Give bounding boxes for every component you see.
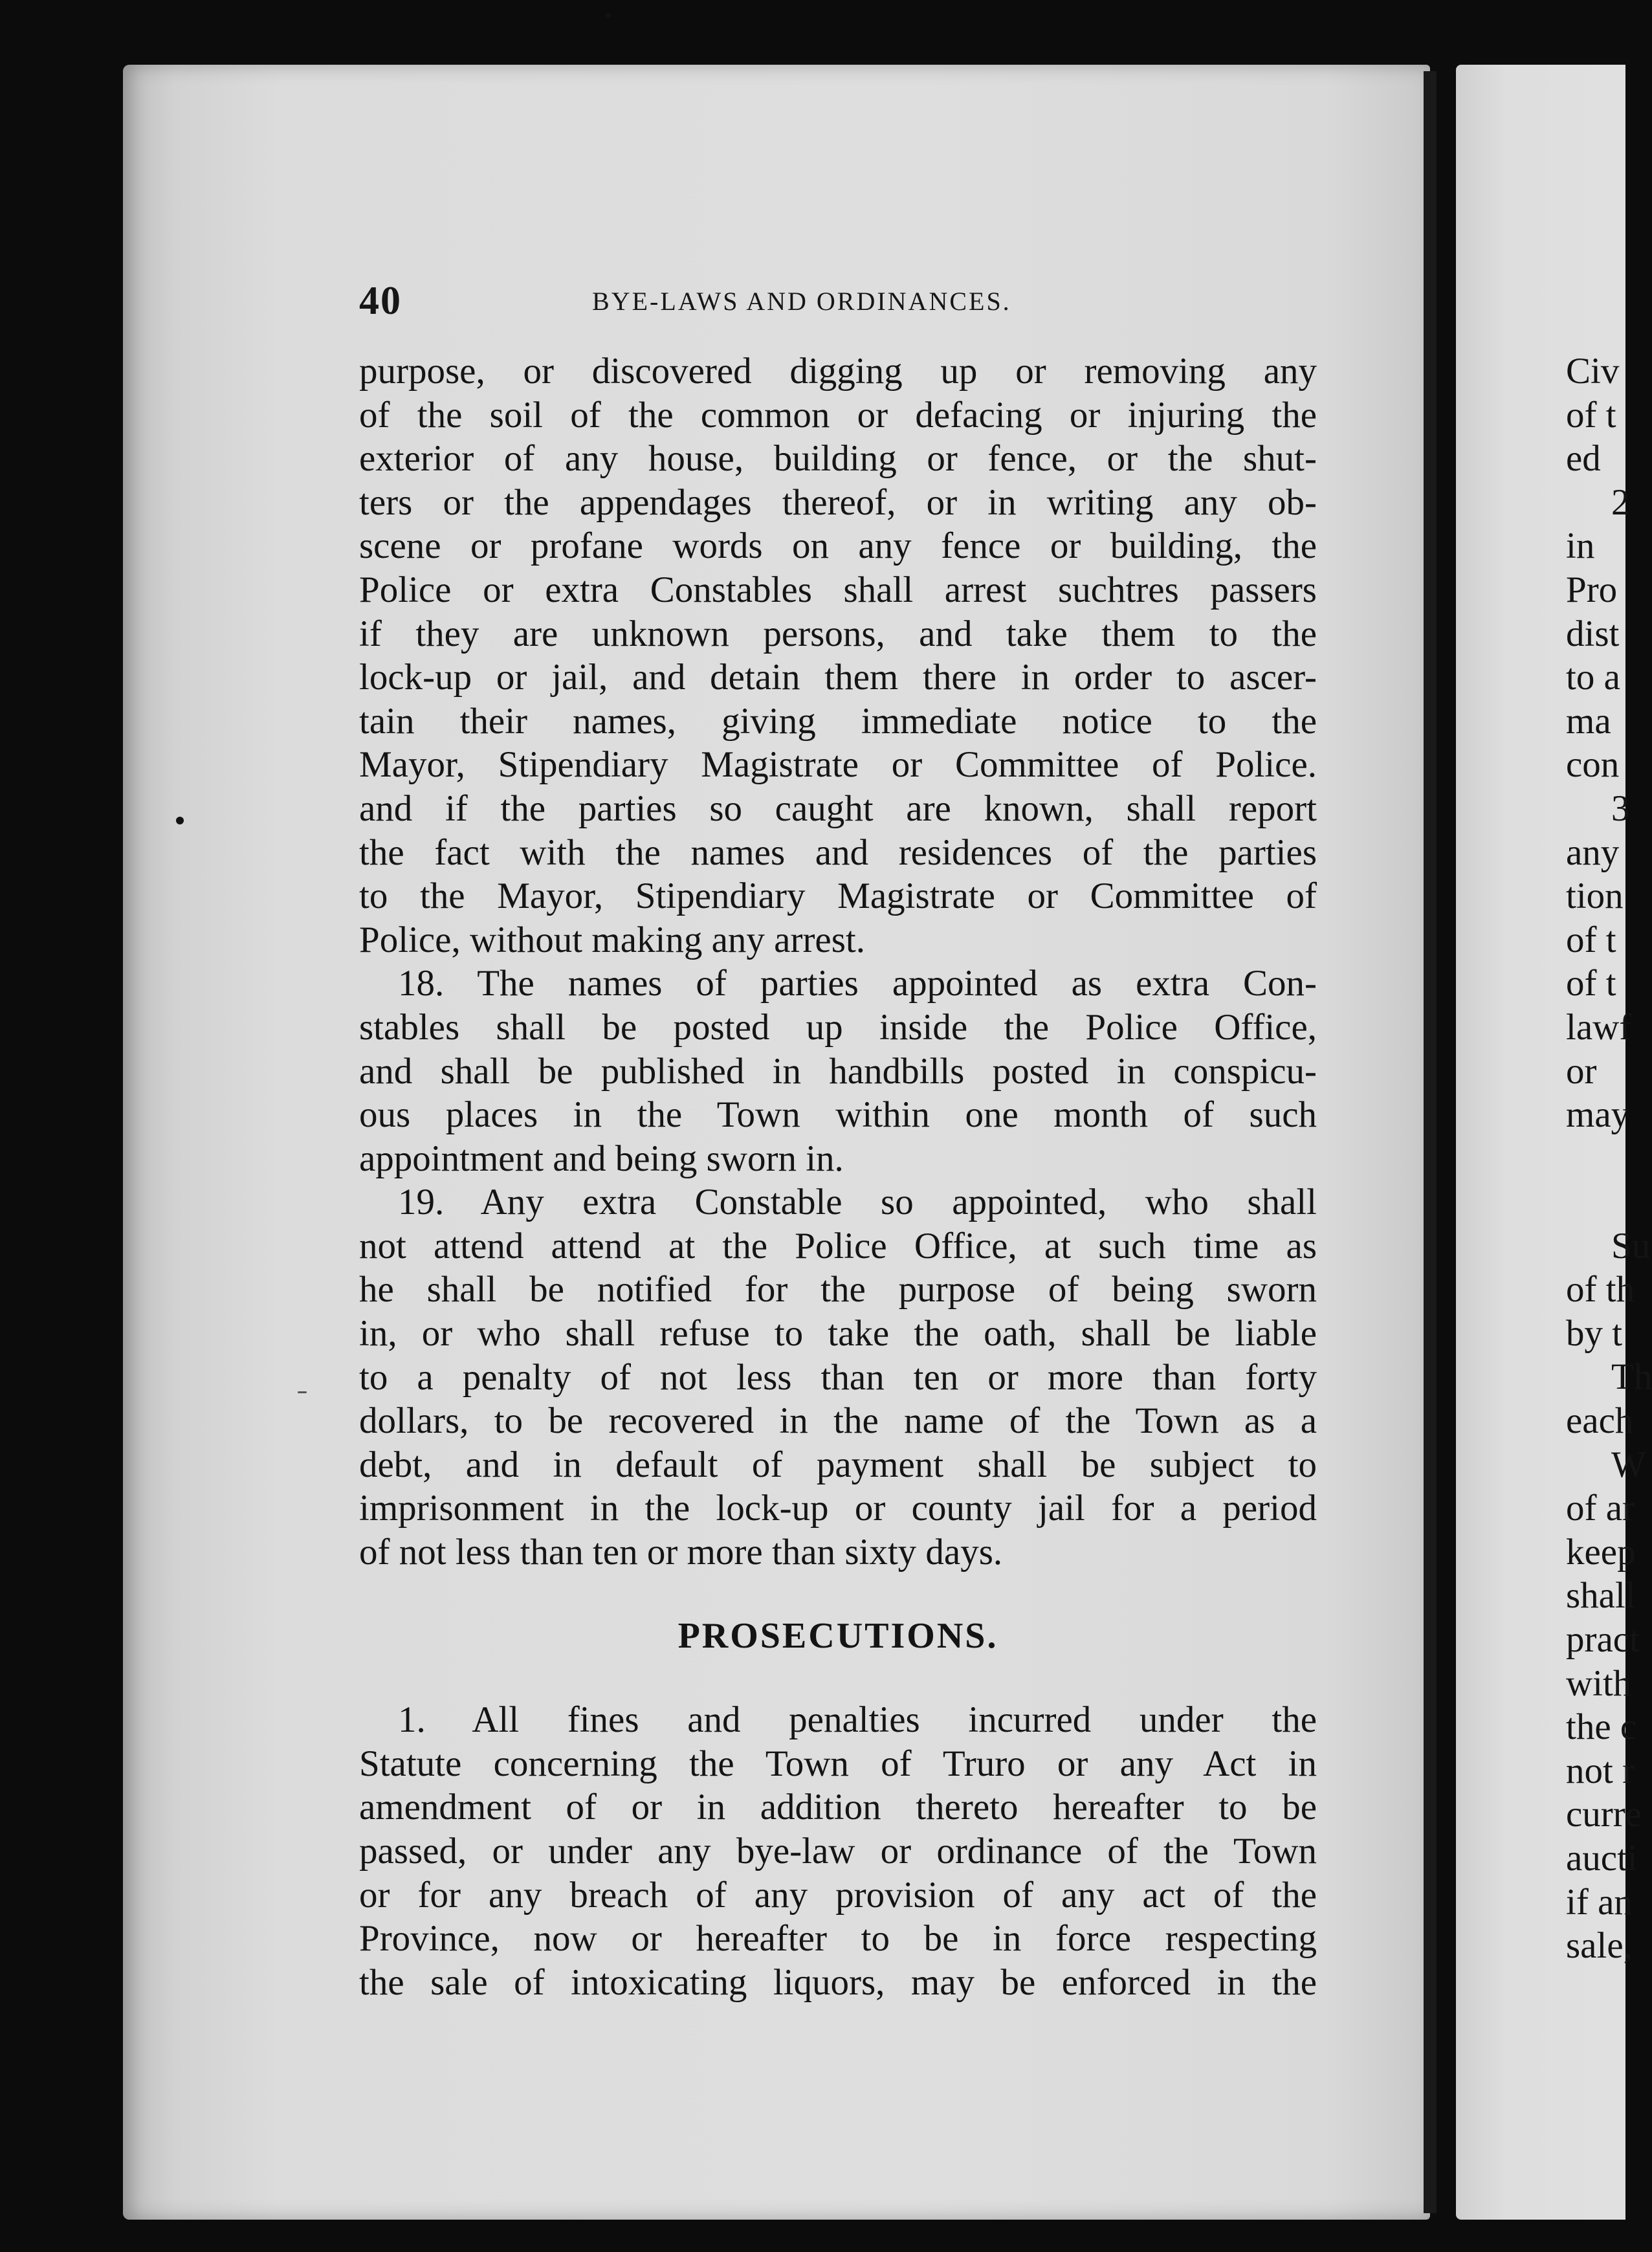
text-line: if they are unknown persons, and take them to the bbox=[359, 613, 1317, 654]
section-heading: PROSECUTIONS. bbox=[677, 1615, 998, 1656]
fragment-line: to a bbox=[1566, 657, 1620, 698]
page-gutter-shadow bbox=[1424, 71, 1437, 2213]
text-line: debt, and in default of payment shall be subject to bbox=[359, 1444, 1317, 1485]
fragment-line: Civ bbox=[1566, 351, 1620, 392]
fragment-gap bbox=[1566, 1137, 1625, 1224]
fragment-line: in bbox=[1566, 525, 1595, 567]
text-line: stables shall be posted up inside the Police Office, bbox=[359, 1006, 1317, 1048]
text-line: Police, without making any arrest. bbox=[359, 919, 865, 960]
text-line: tain their names, giving immediate notice to the bbox=[359, 700, 1317, 742]
section-19-line: 19. Any extra Constable so appointed, who shall bbox=[398, 1182, 1317, 1223]
fragment-line: if an bbox=[1566, 1881, 1633, 1923]
fragment-line: of t bbox=[1566, 919, 1616, 960]
text-line: passed, or under any bye-law or ordinance of the Town bbox=[359, 1831, 1317, 1871]
text-line: the fact with the names and residences of the parties bbox=[359, 832, 1317, 873]
fragment-line: shall bbox=[1566, 1575, 1636, 1617]
fragment-line: W bbox=[1611, 1444, 1646, 1485]
text-line: to a penalty of not less than ten or more than forty bbox=[359, 1356, 1317, 1398]
fragment-line: Pro bbox=[1566, 569, 1618, 610]
ink-speck bbox=[176, 817, 184, 824]
prosecutions-item-1-line: 1. All fines and penalties incurred under the bbox=[398, 1699, 1317, 1741]
fragment-line: tion bbox=[1566, 876, 1624, 917]
fragment-line: ed bbox=[1566, 438, 1601, 480]
fragment-line: by t bbox=[1566, 1312, 1623, 1354]
running-head: BYE-LAWS AND ORDINANCES. bbox=[592, 287, 1011, 316]
text-line: imprisonment in the lock-up or county jail for a period bbox=[359, 1488, 1317, 1529]
text-line: ous places in the Town within one month of such bbox=[359, 1094, 1317, 1136]
text-line: Province, now or hereafter to be in force respecting bbox=[359, 1918, 1317, 1959]
text-line: purpose, or discovered digging up or removing any bbox=[359, 351, 1317, 392]
fragment-line: of t bbox=[1566, 963, 1616, 1004]
text-line: of the soil of the common or defacing or injuring the bbox=[359, 394, 1317, 436]
body-text bbox=[359, 349, 1317, 2004]
fragment-line: of th bbox=[1566, 1269, 1635, 1310]
text-line: scene or profane words on any fence or building, the bbox=[359, 525, 1317, 567]
fragment-line: 2 bbox=[1611, 481, 1630, 523]
text-line: and shall be published in handbills posted in conspicu- bbox=[359, 1050, 1317, 1092]
text-line: not attend attend at the Police Office, at such time as bbox=[359, 1225, 1317, 1266]
text-line: to the Mayor, Stipendiary Magistrate or Committee of bbox=[359, 876, 1317, 917]
fragment-line: keep bbox=[1566, 1531, 1636, 1573]
fragment-line: of t bbox=[1566, 394, 1616, 436]
right-page-text-fragments bbox=[1566, 349, 1652, 1968]
page-header bbox=[359, 278, 1317, 330]
ink-speck bbox=[298, 1391, 307, 1393]
fragment-line: curre bbox=[1566, 1794, 1642, 1835]
text-line: and if the parties so caught are known, shall report bbox=[359, 788, 1317, 829]
text-line: exterior of any house, building or fence, or the shut- bbox=[359, 438, 1317, 480]
fragment-line: not r bbox=[1566, 1750, 1635, 1791]
fragment-line: aucti bbox=[1566, 1838, 1638, 1879]
fragment-line: ma bbox=[1566, 700, 1611, 742]
text-line: the sale of intoxicating liquors, may be enforced in the bbox=[359, 1961, 1317, 2003]
fragment-line: the c bbox=[1566, 1706, 1637, 1748]
fragment-line: may bbox=[1566, 1094, 1630, 1136]
text-line: he shall be notified for the purpose of being sworn bbox=[359, 1269, 1317, 1310]
text-line: amendment of or in addition thereto hereafter to be bbox=[359, 1787, 1317, 1828]
fragment-line: or bbox=[1566, 1050, 1597, 1092]
fragment-line: sale, bbox=[1566, 1925, 1633, 1967]
text-line: Mayor, Stipendiary Magistrate or Committee of Police. bbox=[359, 744, 1317, 786]
text-line: Statute concerning the Town of Truro or any Act in bbox=[359, 1743, 1317, 1784]
ink-speck bbox=[605, 13, 611, 18]
text-line: of not less than ten or more than sixty days. bbox=[359, 1532, 1003, 1573]
fragment-line: Th bbox=[1611, 1356, 1652, 1398]
fragment-line: dist bbox=[1566, 613, 1620, 654]
fragment-line: 3 bbox=[1611, 788, 1630, 829]
fragment-line: con bbox=[1566, 744, 1620, 786]
fragment-line: lawf bbox=[1566, 1006, 1632, 1048]
fragment-line: Su bbox=[1611, 1225, 1651, 1266]
fragment-line: with bbox=[1566, 1662, 1632, 1704]
text-line: dollars, to be recovered in the name of the Town as a bbox=[359, 1400, 1317, 1442]
fragment-line: pract bbox=[1566, 1619, 1640, 1661]
fragment-line: any bbox=[1566, 832, 1620, 873]
fragment-line: of ar bbox=[1566, 1488, 1635, 1529]
text-line: Police or extra Constables shall arrest suchtres passers bbox=[359, 569, 1317, 610]
section-18-line: 18. The names of parties appointed as extra Con- bbox=[398, 963, 1317, 1004]
text-line: appointment and being sworn in. bbox=[359, 1138, 844, 1179]
text-line: lock-up or jail, and detain them there in order to ascer- bbox=[359, 657, 1317, 698]
text-line: in, or who shall refuse to take the oath, shall be liable bbox=[359, 1313, 1317, 1354]
fragment-line: each bbox=[1566, 1400, 1634, 1442]
text-line: ters or the appendages thereof, or in writing any ob- bbox=[359, 481, 1317, 523]
page-number: 40 bbox=[359, 279, 402, 323]
text-line: or for any breach of any provision of any act of the bbox=[359, 1874, 1317, 1915]
